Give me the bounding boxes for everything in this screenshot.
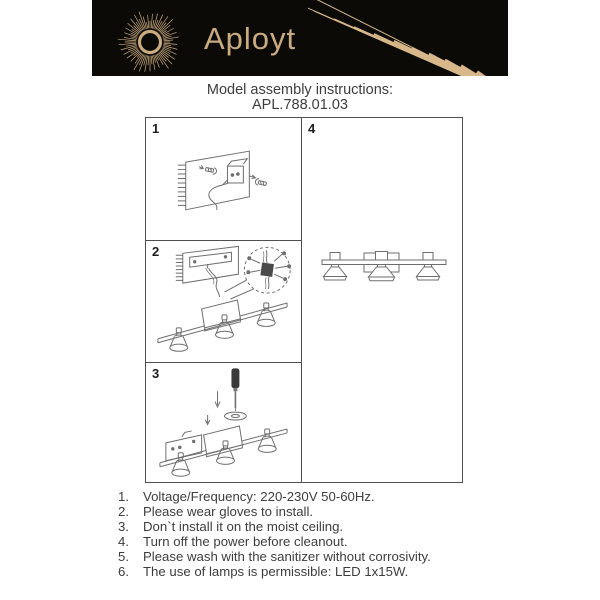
instruction-list xyxy=(118,489,498,580)
step3-panel xyxy=(146,363,301,482)
screw-icon xyxy=(255,178,267,187)
step4-panel xyxy=(302,118,462,482)
screwdriver-icon xyxy=(231,368,239,411)
down-arrow-icon xyxy=(205,415,209,424)
step4-number: 4 xyxy=(308,121,316,136)
step2-number: 2 xyxy=(152,244,160,259)
step3-fixing-drawing xyxy=(146,363,301,482)
power-cable xyxy=(209,185,223,210)
terminal-block xyxy=(260,250,274,289)
list-item: 6. The use of lamps is permissible: LED 1x15W. xyxy=(118,564,409,580)
page-title: Model assembly instructions: xyxy=(206,82,394,98)
brand-banner xyxy=(92,0,508,76)
screw-icon xyxy=(198,165,217,175)
trim-ring xyxy=(224,412,246,420)
assembly-diagram-grid xyxy=(145,117,463,483)
step4-assembled-luminaire-drawing xyxy=(302,118,462,482)
title-block xyxy=(0,82,600,113)
rays-decoration-icon xyxy=(308,0,508,76)
step2-panel xyxy=(146,241,301,363)
step3-number: 3 xyxy=(152,366,160,381)
brand-name: Aployt xyxy=(204,21,297,56)
list-item: 4. Turn off the power before cleanout. xyxy=(118,534,348,550)
step1-panel xyxy=(146,118,301,241)
step1-wall-anchor-drawing xyxy=(146,118,301,240)
list-item: 3. Don`t install it on the moist ceiling. xyxy=(118,519,344,535)
list-item: 1. Voltage/Frequency: 220-230V 50-60Hz. xyxy=(118,489,375,504)
lamp-front xyxy=(417,253,440,281)
step2-wiring-drawing xyxy=(146,241,301,362)
model-number: APL.788.01.03 xyxy=(252,97,348,113)
down-arrow-icon xyxy=(215,391,220,407)
step1-number: 1 xyxy=(152,121,160,136)
list-item: 5. Please wash with the sanitizer without corrosivity. xyxy=(118,549,431,565)
lamp-front xyxy=(324,253,347,281)
list-item: 2. Please wear gloves to install. xyxy=(118,504,314,520)
diagram-right-column xyxy=(302,118,462,482)
sunburst-logo-icon xyxy=(108,0,192,76)
diagram-left-column xyxy=(146,118,302,482)
